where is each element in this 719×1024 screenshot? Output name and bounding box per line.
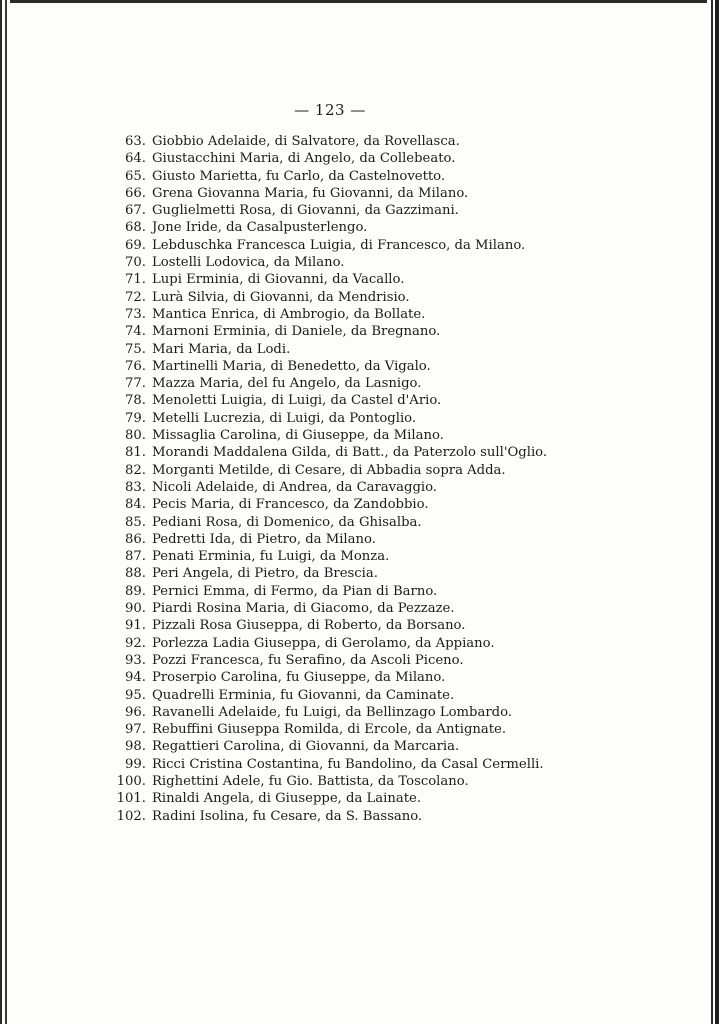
entry-text: Giustacchini Maria, di Angelo, da Collebeato.	[152, 151, 456, 167]
entry-number: 102.	[116, 808, 146, 824]
entry-text: Rinaldi Angela, di Giuseppe, da Lainate.	[152, 791, 422, 807]
entry-number: 74.	[125, 324, 146, 340]
entry-number: 66.	[125, 185, 146, 201]
entry-text: Pozzi Francesca, fu Serafino, da Ascoli Piceno.	[152, 652, 464, 668]
entry-number: 100.	[116, 773, 146, 789]
entry-number: 98.	[125, 739, 146, 755]
list-item	[108, 565, 668, 582]
entry-number: 93.	[125, 652, 146, 668]
entry-list	[108, 133, 668, 825]
list-item	[108, 704, 668, 721]
entry-number: 92.	[125, 635, 146, 651]
entry-text: Lupi Erminia, di Giovanni, da Vacallo.	[152, 272, 405, 288]
entry-text: Mazza Maria, del fu Angelo, da Lasnigo.	[152, 376, 422, 392]
page-number: — 123 —	[294, 101, 366, 119]
list-item	[108, 202, 668, 219]
list-item	[108, 687, 668, 704]
list-item	[108, 341, 668, 358]
entry-number: 83.	[125, 479, 146, 495]
entry-number: 77.	[125, 376, 146, 392]
page-right-edge	[707, 0, 719, 1024]
entry-number: 80.	[125, 428, 146, 444]
list-item	[108, 600, 668, 617]
entry-text: Missaglia Carolina, di Giuseppe, da Milano.	[152, 428, 444, 444]
entry-text: Pernici Emma, di Fermo, da Pian di Barno.	[152, 583, 438, 599]
page-top-edge	[0, 0, 719, 3]
list-item	[108, 427, 668, 444]
list-item	[108, 669, 668, 686]
entry-number: 78.	[125, 393, 146, 409]
list-item	[108, 150, 668, 167]
entry-text: Lurà Silvia, di Giovanni, da Mendrisio.	[152, 289, 410, 305]
entry-text: Penati Erminia, fu Luigi, da Monza.	[152, 549, 390, 565]
entry-number: 86.	[125, 531, 146, 547]
entry-number: 72.	[125, 289, 146, 305]
list-item	[108, 306, 668, 323]
entry-text: Radini Isolina, fu Cesare, da S. Bassano.	[152, 808, 423, 824]
entry-number: 101.	[116, 791, 146, 807]
list-item	[108, 133, 668, 150]
entry-number: 99.	[125, 756, 146, 772]
page-left-edge	[0, 0, 10, 1024]
entry-text: Mantica Enrica, di Ambrogio, da Bollate.	[152, 306, 426, 322]
entry-text: Marnoni Erminia, di Daniele, da Bregnano.	[152, 324, 441, 340]
list-item	[108, 254, 668, 271]
entry-text: Regattieri Carolina, di Giovanni, da Marcaria.	[152, 739, 460, 755]
entry-text: Pecis Maria, di Francesco, da Zandobbio.	[152, 497, 429, 513]
list-item	[108, 496, 668, 513]
list-item	[108, 652, 668, 669]
entry-number: 82.	[125, 462, 146, 478]
entry-text: Pediani Rosa, di Domenico, da Ghisalba.	[152, 514, 422, 530]
entry-text: Grena Giovanna Maria, fu Giovanni, da Milano.	[152, 185, 469, 201]
entry-text: Metelli Lucrezia, di Luigi, da Pontoglio.	[152, 410, 417, 426]
entry-text: Giusto Marietta, fu Carlo, da Castelnovetto.	[152, 168, 446, 184]
entry-number: 63.	[125, 134, 146, 149]
list-item	[108, 635, 668, 652]
list-item	[108, 790, 668, 807]
list-item	[108, 583, 668, 600]
list-item	[108, 721, 668, 738]
entry-number: 96.	[125, 704, 146, 720]
list-item	[108, 271, 668, 288]
list-item	[108, 289, 668, 306]
list-item	[108, 738, 668, 755]
list-item	[108, 617, 668, 634]
list-item	[108, 410, 668, 427]
entry-text: Porlezza Ladia Giuseppa, di Gerolamo, da Appiano.	[152, 635, 495, 651]
list-item	[108, 237, 668, 254]
entry-number: 73.	[125, 306, 146, 322]
entry-number: 76.	[125, 358, 146, 374]
list-item	[108, 358, 668, 375]
entry-number: 89.	[125, 583, 146, 599]
entry-number: 67.	[125, 203, 146, 219]
list-item	[108, 773, 668, 790]
entry-text: Peri Angela, di Pietro, da Brescia.	[152, 566, 378, 582]
list-item	[108, 444, 668, 461]
entry-text: Martinelli Maria, di Benedetto, da Vigalo.	[152, 358, 431, 374]
entry-number: 95.	[125, 687, 146, 703]
entry-number: 87.	[125, 549, 146, 565]
entry-number: 90.	[125, 601, 146, 617]
entry-number: 97.	[125, 722, 146, 738]
list-item	[108, 323, 668, 340]
list-item	[108, 514, 668, 531]
entry-number: 68.	[125, 220, 146, 236]
entry-number: 88.	[125, 566, 146, 582]
entry-number: 64.	[125, 151, 146, 167]
entry-text: Righettini Adele, fu Gio. Battista, da Toscolano.	[152, 773, 469, 789]
entry-number: 94.	[125, 670, 146, 686]
entry-text: Nicoli Adelaide, di Andrea, da Caravaggio.	[152, 479, 437, 495]
entry-text: Proserpio Carolina, fu Giuseppe, da Milano.	[152, 670, 446, 686]
entry-text: Lebduschka Francesca Luigia, di Francesco, da Milano.	[152, 237, 526, 253]
entry-text: Ricci Cristina Costantina, fu Bandolino, da Casal Cermelli.	[152, 756, 544, 772]
list-item	[108, 462, 668, 479]
list-item	[108, 219, 668, 236]
list-item	[108, 168, 668, 185]
entry-number: 75.	[125, 341, 146, 357]
entry-text: Ravanelli Adelaide, fu Luigi, da Bellinzago Lombardo.	[152, 704, 512, 720]
entry-text: Piardi Rosina Maria, di Giacomo, da Pezzaze.	[152, 601, 455, 617]
entry-text: Jone Iride, da Casalpusterlengo.	[152, 220, 368, 236]
list-item	[108, 375, 668, 392]
entry-text: Quadrelli Erminia, fu Giovanni, da Caminate.	[152, 687, 455, 703]
list-item	[108, 808, 668, 825]
entry-text: Pizzali Rosa Giuseppa, di Roberto, da Borsano.	[152, 618, 466, 634]
list-item	[108, 548, 668, 565]
entry-text: Mari Maria, da Lodi.	[152, 341, 291, 357]
entry-number: 91.	[125, 618, 146, 634]
list-item	[108, 756, 668, 773]
entry-number: 84.	[125, 497, 146, 513]
entry-text: Pedretti Ida, di Pietro, da Milano.	[152, 531, 376, 547]
entry-number: 65.	[125, 168, 146, 184]
entry-text: Menoletti Luigia, di Luigi, da Castel d'Ario.	[152, 393, 442, 409]
list-item	[108, 531, 668, 548]
list-item	[108, 185, 668, 202]
list-item	[108, 392, 668, 409]
entry-text: Morganti Metilde, di Cesare, di Abbadia sopra Adda.	[152, 462, 506, 478]
entry-number: 69.	[125, 237, 146, 253]
entry-number: 85.	[125, 514, 146, 530]
entry-number: 70.	[125, 255, 146, 271]
entry-number: 81.	[125, 445, 146, 461]
list-item	[108, 479, 668, 496]
entry-text: Giobbio Adelaide, di Salvatore, da Rovellasca.	[152, 134, 460, 149]
entry-text: Guglielmetti Rosa, di Giovanni, da Gazzimani.	[152, 203, 459, 219]
entry-text: Lostelli Lodovica, da Milano.	[152, 255, 345, 271]
entry-number: 71.	[125, 272, 146, 288]
entry-text: Rebuffini Giuseppa Romilda, di Ercole, da Antignate.	[152, 722, 507, 738]
entry-text: Morandi Maddalena Gilda, di Batt., da Paterzolo sull'Oglio.	[152, 445, 548, 461]
entry-number: 79.	[125, 410, 146, 426]
